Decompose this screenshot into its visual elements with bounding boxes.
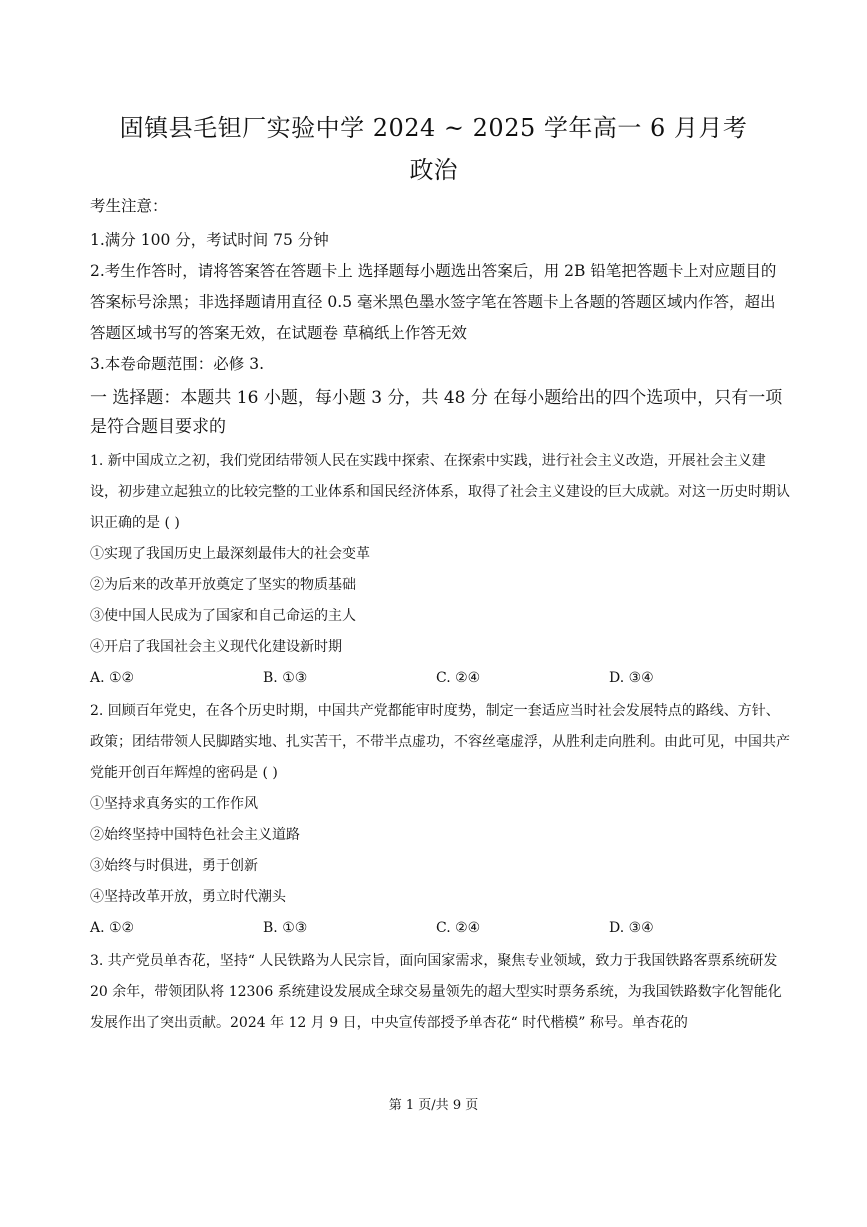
page-number: 第 1 页/共 9 页	[388, 1098, 479, 1113]
notice-item: 2.考生作答时，请将答案答在答题卡上 选择题每小题选出答案后，用 2B 铅笔把答题卡上对应题目的答案标号涂黑；非选择题请用直径 0.5 毫米黑色墨水签字笔在答题卡上各题的答题区域内作答，超出答题区域书写的答案无效，在试题卷 草稿纸上作答无效	[90, 262, 777, 342]
question-1	[90, 446, 790, 694]
answer-choice-b: B. ①③	[263, 670, 308, 686]
answer-choices	[90, 913, 790, 944]
answer-choice-d: D. ③④	[609, 920, 654, 936]
notice-item: 3.本卷命题范围：必修 3.	[90, 355, 265, 373]
statement-option: ①坚持求真务实的工作作风	[90, 796, 258, 812]
question-stem: 2. 回顾百年党史，在各个历史时期，中国共产党都能审时度势，制定一套适应当时社会发展特点的路线、方针、政策；团结带领人民脚踏实地、扎实苦干，不带半点虚功，不容丝毫虚浮，从胜利走向胜利。由此可见，中国共产党能开创百年辉煌的密码是 ( )	[90, 703, 790, 781]
answer-choice-d: D. ③④	[609, 670, 654, 686]
notice-item: 1.满分 100 分，考试时间 75 分钟	[90, 231, 329, 249]
notice-list	[90, 225, 790, 380]
exam-title: 固镇县毛钽厂实验中学 2024 ~ 2025 学年高一 6 月月考	[119, 114, 748, 142]
statement-option: ④坚持改革开放，勇立时代潮头	[90, 889, 286, 905]
answer-choice-a: A. ①②	[90, 920, 135, 936]
statement-option: ②为后来的改革开放奠定了坚实的物质基础	[90, 577, 356, 593]
statement-option: ④开启了我国社会主义现代化建设新时期	[90, 639, 342, 655]
section-heading: 一 选择题：本题共 16 小题，每小题 3 分，共 48 分 在每小题给出的四个选项中，只有一项是符合题目要求的	[90, 388, 783, 437]
notice-heading: 考生注意：	[90, 197, 168, 215]
answer-choices	[90, 663, 790, 694]
answer-choice-c: C. ②④	[436, 670, 481, 686]
subject-title: 政治	[409, 156, 458, 184]
answer-choice-a: A. ①②	[90, 670, 135, 686]
statement-option: ②始终坚持中国特色社会主义道路	[90, 827, 300, 843]
answer-choice-b: B. ①③	[263, 920, 308, 936]
answer-choice-c: C. ②④	[436, 920, 481, 936]
exam-content	[90, 194, 790, 1039]
question-3	[90, 946, 790, 1039]
question-stem: 1. 新中国成立之初，我们党团结带领人民在实践中探索、在探索中实践，进行社会主义改造，开展社会主义建设，初步建立起独立的比较完整的工业体系和国民经济体系，取得了社会主义建设的巨大成就。对这一历史时期认识正确的是 ( )	[90, 453, 790, 531]
statement-option: ③始终与时俱进，勇于创新	[90, 858, 258, 874]
statement-option: ③使中国人民成为了国家和自己命运的主人	[90, 608, 356, 624]
statement-option: ①实现了我国历史上最深刻最伟大的社会变革	[90, 546, 370, 562]
question-2	[90, 696, 790, 944]
question-stem: 3. 共产党员单杏花，坚持“ 人民铁路为人民宗旨，面向国家需求，聚焦专业领域，致力于我国铁路客票系统研发 20 余年，带领团队将 12306 系统建设发展成全球交易量领先的超大型实时票务系统，为我国铁路数字化智能化发展作出了突出贡献。2024 年 12 月 9 日，中央宣传部授予单杏花“ 时代楷模” 称号。单杏花的	[90, 953, 782, 1031]
